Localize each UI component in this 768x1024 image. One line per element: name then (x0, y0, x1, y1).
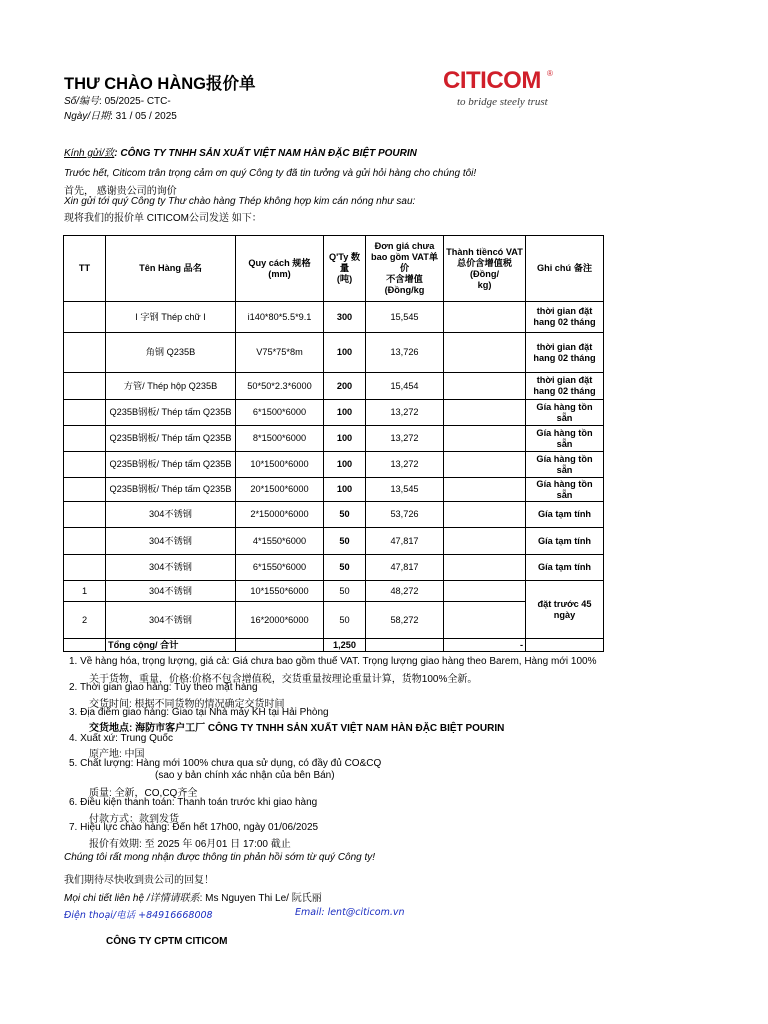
table-row (64, 555, 604, 581)
cell-total-price-blank (366, 639, 444, 652)
intro-line-4: 现将我们的报价单 CITICOM公司发送 如下： (64, 213, 262, 224)
contact-label: Mọi chi tiết liên hệ /详情请联系 (64, 893, 200, 904)
cell-note (526, 373, 604, 400)
cell-price: 48,272 (366, 581, 444, 602)
cell-qty: 200 (324, 373, 366, 400)
header-qty-line1: Q'Ty 数量 (328, 252, 361, 273)
cell-qty: 100 (324, 478, 366, 502)
cell-name: Q235B钢板/ Thép tấm Q235B (106, 400, 236, 426)
contact-value: : Ms Nguyen Thi Le/ 阮氏丽 (199, 893, 322, 904)
document-date (64, 107, 177, 122)
document-date-label: Ngày/日期 (64, 111, 111, 122)
cell-total-note-blank (526, 639, 604, 652)
cell-total (444, 302, 526, 333)
header-price-line2: bao gồm VAT单价 (370, 252, 439, 273)
cell-price: 47,817 (366, 555, 444, 581)
cell-note: Gía tạm tính (526, 528, 604, 555)
table-total-row (64, 639, 604, 652)
cell-spec: 50*50*2.3*6000 (236, 373, 324, 400)
cell-spec: 2*15000*6000 (236, 502, 324, 528)
cell-name: 角钢 Q235B (106, 333, 236, 373)
cell-total (444, 400, 526, 426)
cell-note: Gía hàng tồn sẵn (526, 400, 604, 426)
closing-line-1: Chúng tôi rất mong nhận được thông tin phản hồi sớm từ quý Công ty! (64, 852, 376, 863)
header-tt: TT (64, 236, 106, 302)
cell-note-line2: hang 02 tháng (533, 317, 596, 327)
cell-qty: 50 (324, 528, 366, 555)
email-link[interactable]: Email: lent@citicom.vn (295, 907, 405, 918)
cell-name: 304不锈钢 (106, 502, 236, 528)
cell-tt (64, 426, 106, 452)
cell-tt: 1 (64, 581, 106, 602)
cell-name: I 字钢 Thép chữ I (106, 302, 236, 333)
cell-qty: 100 (324, 452, 366, 478)
cell-price: 15,545 (366, 302, 444, 333)
header-name: Tên Hàng 品名 (106, 236, 236, 302)
header-qty-line2: (吨) (336, 274, 353, 284)
document-number-label: Số/编号 (64, 96, 100, 107)
table-row (64, 502, 604, 528)
header-total-line3: kg) (477, 279, 492, 290)
cell-tt (64, 302, 106, 333)
phone-line: Điện thoại/电话 +84916668008 (64, 910, 213, 921)
cell-total (444, 555, 526, 581)
recipient-value: : CÔNG TY TNHH SẢN XUẤT VIỆT NAM HÀN ĐẶC BIỆT POURIN (114, 148, 417, 159)
cell-note-line1: thời gian đặt (536, 341, 593, 352)
cell-qty: 50 (324, 602, 366, 639)
term-4: 4. Xuất xứ: Trung Quốc (69, 733, 173, 744)
term-5-cn: 质量: 全新，CO,CQ齐全 (89, 788, 198, 799)
cell-name: Q235B钢板/ Thép tấm Q235B (106, 452, 236, 478)
document-number-value: : 05/2025- CTC- (99, 96, 171, 107)
cell-spec: 4*1550*6000 (236, 528, 324, 555)
cell-tt (64, 502, 106, 528)
cell-note: Gía tạm tính (526, 502, 604, 528)
term-2: 2. Thời gian giao hàng: Tùy theo mặt hàng (69, 682, 258, 693)
term-5-note: (sao y bản chính xác nhận của bên Bán) (155, 770, 335, 781)
cell-total-amount: - (444, 639, 526, 652)
cell-spec: V75*75*8m (236, 333, 324, 373)
cell-total-blank (64, 639, 106, 652)
cell-total (444, 478, 526, 502)
cell-price: 13,272 (366, 452, 444, 478)
header-price-line3: 不含增值 (Đồng/kg (384, 274, 425, 295)
cell-name: 304不锈钢 (106, 555, 236, 581)
quotation-table (63, 235, 604, 652)
cell-tt (64, 528, 106, 555)
cell-note-line2: hang 02 tháng (533, 352, 596, 363)
header-unit-price (366, 236, 444, 302)
contact-line (64, 889, 322, 904)
intro-line-2: 首先， 感谢贵公司的询价 (64, 186, 177, 197)
cell-qty: 50 (324, 555, 366, 581)
cell-note (526, 302, 604, 333)
table-row (64, 333, 604, 373)
table-row (64, 373, 604, 400)
term-5: 5. Chất lượng: Hàng mới 100% chưa qua sử dụng, có đầy đủ CO&CQ (69, 758, 382, 769)
cell-price: 58,272 (366, 602, 444, 639)
cell-tt (64, 478, 106, 502)
cell-name: Q235B钢板/ Thép tấm Q235B (106, 478, 236, 502)
cell-name: 304不锈钢 (106, 602, 236, 639)
table-row (64, 426, 604, 452)
cell-note-line2: hang 02 tháng (533, 386, 596, 396)
cell-spec: 8*1500*6000 (236, 426, 324, 452)
cell-price: 53,726 (366, 502, 444, 528)
cell-qty: 100 (324, 426, 366, 452)
cell-spec: 6*1550*6000 (236, 555, 324, 581)
cell-qty: 300 (324, 302, 366, 333)
cell-note (526, 333, 604, 373)
citicom-logo (443, 67, 558, 115)
term-7: 7. Hiệu lực chào hàng: Đến hết 17h00, ngày 01/06/2025 (69, 822, 319, 833)
cell-price: 15,454 (366, 373, 444, 400)
cell-tt (64, 373, 106, 400)
cell-qty: 100 (324, 333, 366, 373)
cell-total (444, 502, 526, 528)
term-7-cn: 报价有效期: 至 2025 年 06月01 日 17:00 截止 (89, 839, 291, 850)
term-1: 1. Về hàng hóa, trọng lượng, giá cả: Giá chưa bao gồm thuế VAT. Trọng lượng giao hàng theo Barem, Hàng mới 100% (69, 656, 597, 667)
table-row (64, 581, 604, 602)
cell-note-line1: thời gian đặt (536, 375, 593, 385)
merged-note-line1: đặt trước 45 (537, 598, 592, 609)
table-header-row (64, 236, 604, 302)
term-6: 6. Điều kiện thanh toán: Thanh toán trước khi giao hàng (69, 797, 318, 808)
cell-total (444, 373, 526, 400)
cell-tt (64, 555, 106, 581)
cell-name: Q235B钢板/ Thép tấm Q235B (106, 426, 236, 452)
cell-total-label: Tổng cộng/ 合计 (106, 639, 236, 652)
cell-price: 13,272 (366, 426, 444, 452)
term-4-cn: 原产地: 中国 (89, 749, 145, 760)
cell-spec: 10*1500*6000 (236, 452, 324, 478)
header-note: Ghi chú 备注 (526, 236, 604, 302)
merged-note-line2: ngày (553, 609, 576, 620)
term-6-cn: 付款方式：款到发货 (89, 814, 179, 825)
cell-note-merged (526, 581, 604, 639)
logo-registered-mark: ® (547, 69, 553, 78)
cell-spec: 6*1500*6000 (236, 400, 324, 426)
logo-wordmark: CITICOM (443, 67, 541, 94)
cell-note: Gía tạm tính (526, 555, 604, 581)
cell-tt: 2 (64, 602, 106, 639)
recipient-line (64, 144, 417, 159)
table-row (64, 478, 604, 502)
cell-price: 13,272 (366, 400, 444, 426)
cell-total (444, 452, 526, 478)
header-total-line1: Thành tiềncó VAT (446, 246, 523, 257)
cell-price: 13,545 (366, 478, 444, 502)
cell-spec: i140*80*5.5*9.1 (236, 302, 324, 333)
cell-total (444, 602, 526, 639)
cell-name: 304不锈钢 (106, 528, 236, 555)
cell-price: 47,817 (366, 528, 444, 555)
cell-note: Gía hàng tồn sẵn (526, 452, 604, 478)
table-row (64, 602, 604, 639)
company-signature: CÔNG TY CPTM CITICOM (106, 936, 228, 947)
cell-tt (64, 400, 106, 426)
term-3: 3. Địa điểm giao hàng: Giao tại Nhà máy KH tại Hải Phòng (69, 707, 329, 718)
cell-price: 13,726 (366, 333, 444, 373)
closing-line-2: 我们期待尽快收到贵公司的回复！ (64, 875, 214, 886)
page-title: THƯ CHÀO HÀNG报价单 (64, 75, 256, 93)
intro-line-1: Trước hết, Citicom trân trọng cảm ơn quý Công ty đã tin tưởng và gửi hỏi hàng cho chúng tôi! (64, 168, 477, 179)
intro-line-3: Xin gửi tới quý Công ty Thư chào hàng Thép không hợp kim cán nóng như sau: (64, 196, 416, 207)
cell-name: 304不锈钢 (106, 581, 236, 602)
cell-note-line1: thời gian đặt (536, 306, 593, 316)
cell-total (444, 528, 526, 555)
cell-tt (64, 333, 106, 373)
recipient-label: Kính gửi/致 (64, 148, 115, 159)
header-total (444, 236, 526, 302)
cell-qty: 50 (324, 502, 366, 528)
cell-name: 方管/ Thép hộp Q235B (106, 373, 236, 400)
document-number (64, 92, 171, 107)
term-2-cn: 交货时间: 根据不同货物的情况确定交货时间 (89, 699, 285, 710)
table-row (64, 452, 604, 478)
cell-spec: 20*1500*6000 (236, 478, 324, 502)
logo-tagline: to bridge steely trust (457, 96, 548, 108)
term-3-cn: 交货地点: 海防市客户工厂 CÔNG TY TNHH SẢN XUẤT VIỆT NAM HÀN ĐẶC BIỆT POURIN (89, 723, 505, 734)
table-row (64, 528, 604, 555)
cell-total-spec-blank (236, 639, 324, 652)
header-price-line1: Đơn giá chưa (374, 241, 435, 251)
cell-qty: 50 (324, 581, 366, 602)
cell-spec: 16*2000*6000 (236, 602, 324, 639)
header-total-line2: 总价含增值税 (Đồng/ (456, 257, 513, 279)
table-row (64, 400, 604, 426)
document-date-value: : 31 / 05 / 2025 (110, 111, 177, 122)
cell-total (444, 426, 526, 452)
cell-spec: 10*1550*6000 (236, 581, 324, 602)
header-qty (324, 236, 366, 302)
cell-total-qty: 1,250 (324, 639, 366, 652)
header-spec: Quy cách 规格 (mm) (236, 236, 324, 302)
term-1-cn: 关于货物，重量，价格:价格不包含增值税，交货重量按理论重量计算，货物100%全新。 (89, 674, 478, 685)
table-row (64, 302, 604, 333)
cell-qty: 100 (324, 400, 366, 426)
cell-tt (64, 452, 106, 478)
cell-total (444, 333, 526, 373)
cell-note: Gía hàng tồn sẵn (526, 426, 604, 452)
cell-total (444, 581, 526, 602)
cell-note: Gía hàng tồn sẵn (526, 478, 604, 502)
